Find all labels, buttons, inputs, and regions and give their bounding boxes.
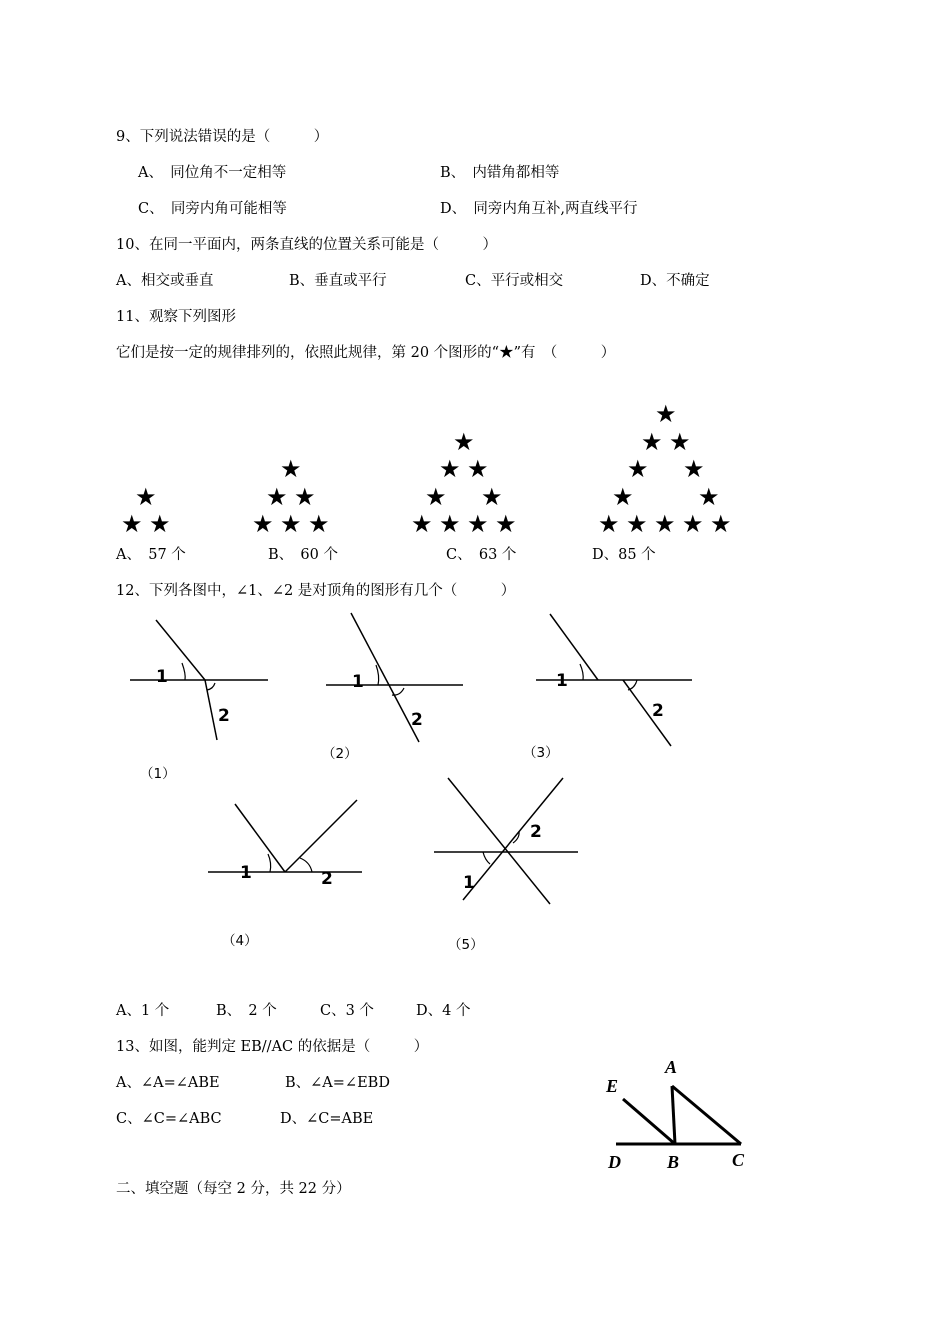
star-icon: ★: [439, 455, 461, 483]
angle-1-label: 1: [156, 667, 168, 687]
q9-stem: 9、下列说法错误的是（ ）: [116, 129, 329, 145]
star-icon: ★: [149, 510, 171, 538]
star-icon: ★: [710, 510, 732, 538]
angle-figure-3: [528, 608, 698, 748]
angle-2-label: 2: [530, 822, 542, 842]
star-icon: ★: [698, 483, 720, 511]
star-icon: ★: [280, 510, 302, 538]
star-icon: ★: [439, 510, 461, 538]
star-icon: ★: [266, 483, 288, 511]
q13-option-a: A、∠A=∠ABE: [116, 1075, 220, 1091]
angle-1-label: 1: [240, 863, 252, 883]
angle-figure-4: [200, 792, 370, 892]
q12-option-a: A、1 个: [116, 1003, 170, 1019]
star-icon: ★: [612, 483, 634, 511]
point-a-label: A: [665, 1057, 678, 1077]
star-icon: ★: [598, 510, 620, 538]
star-icon: ★: [453, 428, 475, 456]
angle-1-label: 1: [463, 873, 475, 893]
q13-option-c: C、∠C=∠ABC: [116, 1111, 222, 1127]
q12-option-c: C、3 个: [320, 1003, 374, 1019]
star-icon: ★: [655, 400, 677, 428]
star-icon: ★: [467, 455, 489, 483]
q9-option-d: D、 同旁内角互补,两直线平行: [440, 201, 638, 217]
q12-option-d: D、4 个: [416, 1003, 471, 1019]
q12-stem: 12、下列各图中，∠1、∠2 是对顶角的图形有几个（ ）: [116, 583, 516, 599]
q10-option-b: B、垂直或平行: [289, 273, 387, 289]
star-icon: ★: [294, 483, 316, 511]
angle-2-label: 2: [411, 710, 423, 730]
star-icon: ★: [425, 483, 447, 511]
star-icon: ★: [252, 510, 274, 538]
angle-figure-5: [428, 772, 588, 912]
point-d-label: D: [608, 1152, 621, 1172]
star-icon: ★: [641, 428, 663, 456]
figure-4-label: （4）: [222, 933, 258, 949]
q11-option-d: D、85 个: [592, 547, 656, 563]
q12-option-b: B、 2 个: [216, 1003, 277, 1019]
q10-stem: 10、在同一平面内，两条直线的位置关系可能是（ ）: [116, 237, 497, 253]
star-icon: ★: [481, 483, 503, 511]
star-icon: ★: [280, 455, 302, 483]
star-icon: ★: [669, 428, 691, 456]
q11-stem: 11、观察下列图形: [116, 309, 236, 325]
point-e-label: E: [606, 1076, 619, 1096]
q11-option-a: A、 57 个: [116, 547, 186, 563]
q11-rule-text: 它们是按一定的规律排列的，依照此规律，第 20 个图形的“★”有 （ ）: [116, 345, 616, 361]
figure-5-label: （5）: [448, 937, 484, 953]
section-2-heading: 二、填空题（每空 2 分，共 22 分）: [116, 1181, 351, 1197]
star-icon: ★: [654, 510, 676, 538]
angle-2-label: 2: [218, 706, 230, 726]
star-icon: ★: [411, 510, 433, 538]
point-b-label: B: [667, 1152, 680, 1172]
q13-option-d: D、∠C=ABE: [280, 1111, 374, 1127]
angle-1-label: 1: [556, 671, 568, 691]
q13-option-b: B、∠A=∠EBD: [285, 1075, 390, 1091]
q9-option-c: C、 同旁内角可能相等: [138, 201, 287, 217]
figure-2-label: （2）: [322, 746, 358, 762]
star-icon: ★: [495, 510, 517, 538]
point-c-label: C: [732, 1150, 745, 1170]
star-icon: ★: [308, 510, 330, 538]
q13-stem: 13、如图，能判定 EB//AC 的依据是（ ）: [116, 1039, 429, 1055]
star-icon: ★: [467, 510, 489, 538]
angle-figure-2: [318, 608, 478, 748]
star-icon: ★: [682, 510, 704, 538]
q10-option-a: A、相交或垂直: [116, 273, 214, 289]
q10-option-c: C、平行或相交: [465, 273, 564, 289]
q10-option-d: D、不确定: [640, 273, 710, 289]
angle-1-label: 1: [352, 672, 364, 692]
star-icon: ★: [627, 455, 649, 483]
angle-2-label: 2: [652, 701, 664, 721]
q9-option-a: A、 同位角不一定相等: [138, 165, 287, 181]
angle-figure-1: [120, 612, 280, 752]
figure-1-label: （1）: [140, 766, 176, 782]
star-icon: ★: [121, 510, 143, 538]
star-icon: ★: [626, 510, 648, 538]
q9-option-b: B、 内错角都相等: [440, 165, 560, 181]
triangle-figure: [598, 1052, 783, 1177]
figure-3-label: （3）: [523, 745, 559, 761]
angle-2-label: 2: [321, 869, 333, 889]
q11-option-c: C、 63 个: [446, 547, 517, 563]
q11-option-b: B、 60 个: [268, 547, 338, 563]
star-icon: ★: [135, 483, 157, 511]
star-icon: ★: [683, 455, 705, 483]
